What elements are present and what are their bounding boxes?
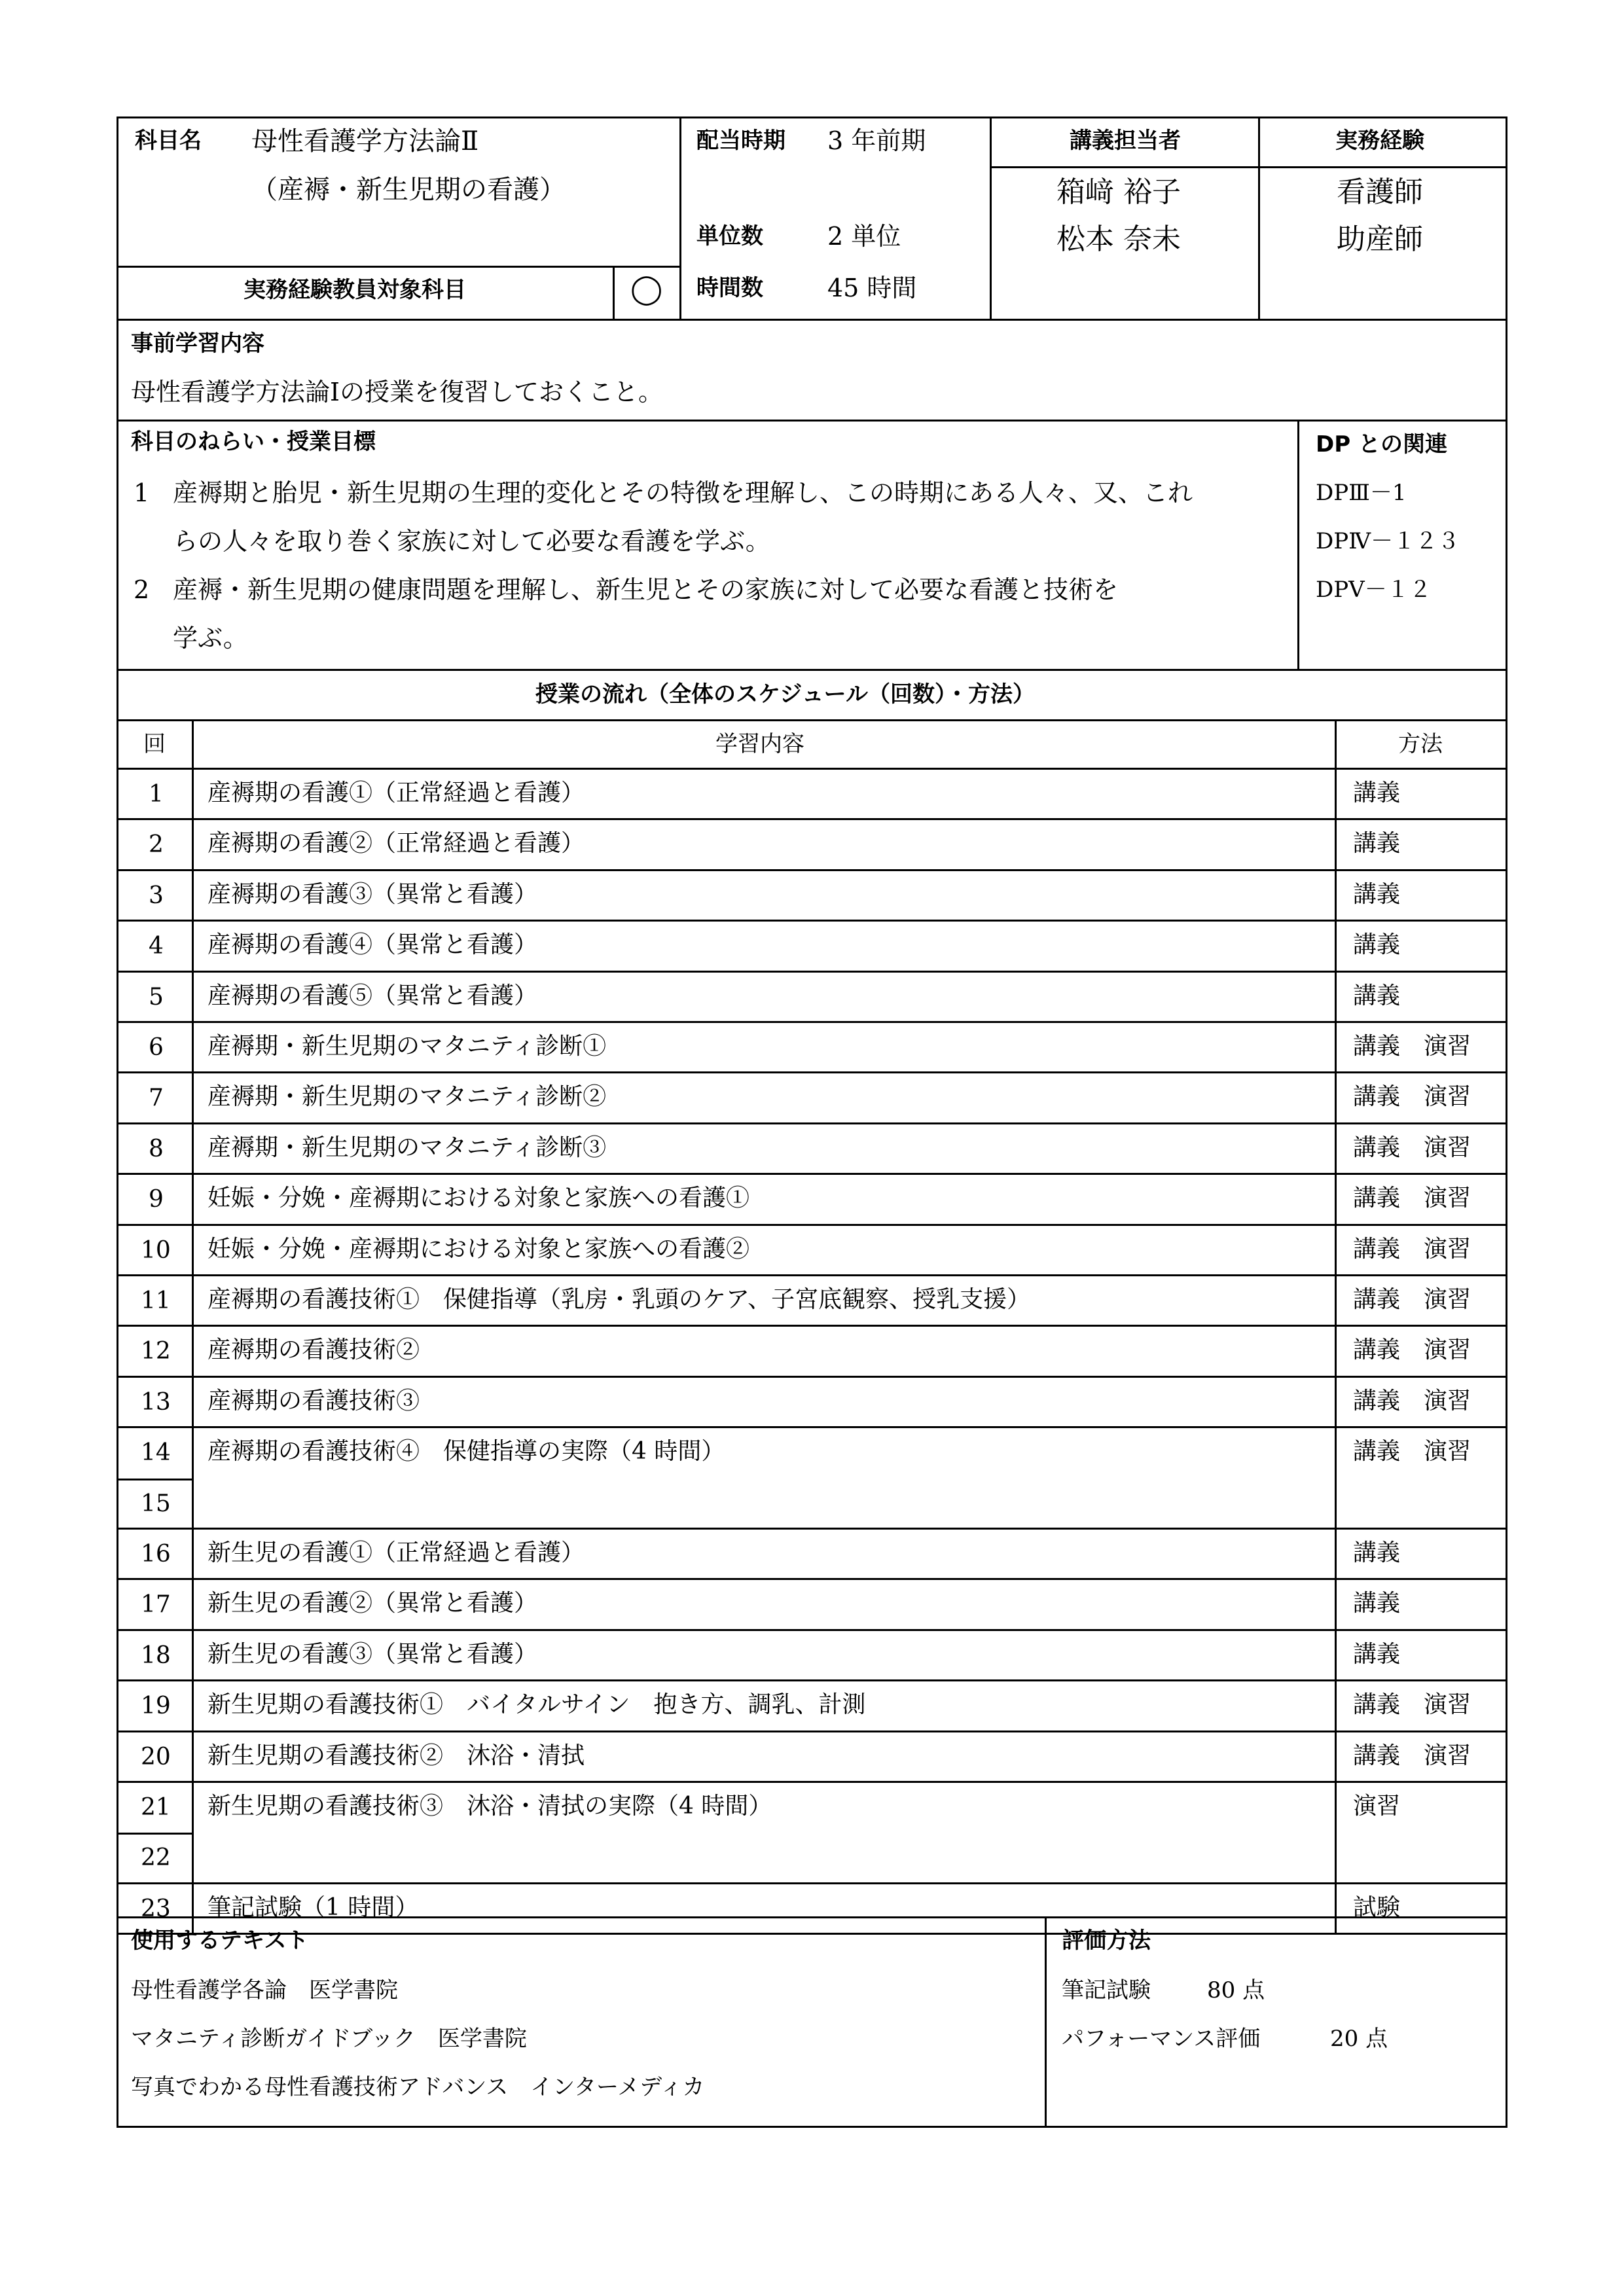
row-content: 新生児の看護②（異常と看護） — [208, 1590, 538, 1617]
texts-label: 使用するテキスト — [131, 1928, 309, 1954]
evaluation-label: 評価方法 — [1062, 1928, 1151, 1954]
row-number: 23 — [141, 1895, 171, 1922]
row-method: 講義 演習 — [1353, 1438, 1471, 1465]
table-row — [117, 1325, 1507, 1377]
period-label: 配当時期 — [696, 128, 785, 154]
row-number: 5 — [149, 983, 164, 1011]
column-header-content: 学習内容 — [715, 731, 804, 757]
table-row — [117, 1629, 1507, 1681]
row-method: 講義 — [1353, 982, 1401, 1009]
row-number: 2 — [149, 831, 164, 859]
row-method: 講義 — [1353, 931, 1401, 959]
row-number: 6 — [149, 1034, 164, 1061]
row-content: 新生児の看護③（異常と看護） — [208, 1640, 538, 1668]
row-number: 19 — [141, 1693, 171, 1720]
experience-label: 実務経験 — [1335, 128, 1424, 154]
table-row — [117, 1071, 1507, 1124]
table-row — [117, 818, 1507, 870]
row-number: 8 — [149, 1135, 164, 1162]
schedule-title: 授業の流れ（全体のスケジュール（回数）・方法） — [535, 681, 1035, 708]
dp-item: DPⅣ－１２３ — [1316, 528, 1460, 554]
table-row — [117, 1578, 1507, 1630]
row-number: 11 — [141, 1287, 171, 1314]
row-method: 講義 — [1353, 1539, 1401, 1566]
row-content: 筆記試験（1 時間） — [208, 1893, 419, 1921]
row-content: 産褥期の看護技術④ 保健指導の実際（4 時間） — [208, 1438, 725, 1465]
table-row — [117, 971, 1507, 1023]
row-number: 22 — [141, 1844, 171, 1872]
row-number: 12 — [141, 1338, 171, 1365]
practical-teacher-label: 実務経験教員対象科目 — [244, 277, 466, 303]
table-row — [117, 920, 1507, 972]
goal-text: 学ぶ。 — [173, 624, 248, 653]
row-content: 新生児期の看護技術③ 沐浴・清拭の実際（4 時間） — [208, 1793, 772, 1820]
table-row — [117, 1021, 1507, 1073]
row-number: 14 — [141, 1439, 171, 1467]
row-number: 7 — [149, 1085, 164, 1112]
period-value: 3 年前期 — [827, 126, 926, 155]
row-method: 講義 演習 — [1353, 1691, 1471, 1719]
row-number: 16 — [141, 1541, 171, 1568]
column-header-method: 方法 — [1398, 731, 1443, 757]
row-method: 講義 演習 — [1353, 1134, 1471, 1161]
column-header-number: 回 — [143, 731, 166, 757]
goals-label: 科目のねらい・授業目標 — [131, 429, 376, 455]
row-content: 新生児期の看護技術① バイタルサイン 抱き方、調乳、計測 — [208, 1691, 866, 1719]
table-row — [117, 1679, 1507, 1732]
textbook-item: マタニティ診断ガイドブック 医学書院 — [131, 2026, 527, 2052]
dp-label: DP との関連 — [1316, 431, 1447, 457]
row-method: 講義 — [1353, 830, 1401, 857]
table-row — [117, 768, 1507, 820]
prestudy-label: 事前学習内容 — [131, 331, 264, 357]
row-number: 3 — [149, 882, 164, 909]
schedule-header-row — [117, 719, 1507, 770]
row-content: 産褥期の看護④（異常と看護） — [208, 931, 538, 959]
row-number: 4 — [149, 933, 164, 960]
row-content: 産褥期の看護技術③ — [208, 1387, 420, 1414]
row-number: 20 — [141, 1743, 171, 1770]
subject-name-line2: （産褥・新生児期の看護） — [251, 175, 566, 205]
goal-text: 産褥期と胎児・新生児期の生理的変化とその特徴を理解し、この時期にある人々、又、これ — [173, 478, 1193, 507]
row-method: 講義 演習 — [1353, 1286, 1471, 1313]
goal-text: 産褥・新生児期の健康問題を理解し、新生児とその家族に対して必要な看護と技術を — [173, 575, 1119, 604]
practical-teacher-mark: ◯ — [630, 272, 663, 306]
row-number: 1 — [149, 781, 164, 808]
table-row — [117, 1781, 1507, 1884]
subject-label: 科目名 — [135, 128, 202, 154]
row-method: 講義 演習 — [1353, 1235, 1471, 1263]
evaluation-score: 80 点 — [1207, 1977, 1265, 2003]
hours-label: 時間数 — [696, 275, 763, 301]
table-row — [117, 1173, 1507, 1225]
row-content: 産褥期の看護②（正常経過と看護） — [208, 830, 585, 857]
evaluation-score: 20 点 — [1330, 2026, 1388, 2052]
table-row — [117, 1122, 1507, 1175]
row-method: 講義 演習 — [1353, 1083, 1471, 1111]
row-method: 講義 演習 — [1353, 1033, 1471, 1060]
prestudy-text: 母性看護学方法論Ⅰの授業を復習しておくこと。 — [131, 378, 664, 406]
hours-value: 45 時間 — [827, 274, 917, 302]
lecturer-name: 松本 奈未 — [1056, 223, 1181, 256]
dp-item: DPⅢ－1 — [1316, 480, 1407, 506]
row-content: 産褥期の看護③（異常と看護） — [208, 880, 538, 908]
lecturer-label: 講義担当者 — [1070, 128, 1181, 154]
table-row — [117, 1224, 1507, 1276]
row-method: 講義 — [1353, 1590, 1401, 1617]
row-number: 9 — [149, 1186, 164, 1213]
goal-number: 2 — [134, 575, 150, 604]
row-content: 産褥期の看護技術② — [208, 1336, 420, 1364]
row-method: 講義 演習 — [1353, 1336, 1471, 1364]
experience-value: 看護師 — [1337, 175, 1423, 209]
row-number: 21 — [141, 1794, 171, 1821]
row-content: 産褥期・新生児期のマタニティ診断① — [208, 1033, 607, 1060]
units-label: 単位数 — [696, 223, 763, 249]
row-number: 10 — [141, 1236, 171, 1264]
row-content: 妊娠・分娩・産褥期における対象と家族への看護② — [208, 1235, 750, 1263]
row-method: 講義 演習 — [1353, 1185, 1471, 1212]
table-row — [117, 1274, 1507, 1327]
goal-number: 1 — [134, 478, 150, 507]
row-content: 産褥期の看護技術① 保健指導（乳房・乳頭のケア、子宮底観察、授乳支援） — [208, 1286, 1031, 1313]
row-number: 13 — [141, 1388, 171, 1416]
textbook-item: 写真でわかる母性看護技術アドバンス インターメディカ — [131, 2074, 705, 2100]
experience-value: 助産師 — [1337, 223, 1423, 256]
table-row — [117, 1426, 1507, 1530]
row-content: 産褥期の看護⑤（異常と看護） — [208, 982, 538, 1009]
row-content: 産褥期・新生児期のマタニティ診断② — [208, 1083, 607, 1111]
row-content: 産褥期・新生児期のマタニティ診断③ — [208, 1134, 607, 1161]
evaluation-name: パフォーマンス評価 — [1062, 2026, 1261, 2052]
row-content: 妊娠・分娩・産褥期における対象と家族への看護① — [208, 1185, 750, 1212]
row-number: 18 — [141, 1641, 171, 1669]
table-row — [117, 1731, 1507, 1783]
row-content: 新生児の看護①（正常経過と看護） — [208, 1539, 585, 1566]
row-method: 演習 — [1353, 1793, 1401, 1820]
row-method: 講義 演習 — [1353, 1742, 1471, 1769]
textbook-item: 母性看護学各論 医学書院 — [131, 1977, 398, 2003]
subject-name-line1: 母性看護学方法論Ⅱ — [251, 126, 479, 156]
row-number: 15 — [141, 1490, 171, 1517]
table-row — [117, 869, 1507, 922]
dp-item: DPⅤ－１２ — [1316, 577, 1432, 603]
row-method: 講義 — [1353, 780, 1401, 806]
row-method: 試験 — [1353, 1893, 1401, 1921]
row-method: 講義 — [1353, 1640, 1401, 1668]
row-method: 講義 演習 — [1353, 1387, 1471, 1414]
units-value: 2 単位 — [827, 222, 901, 251]
row-content: 産褥期の看護①（正常経過と看護） — [208, 780, 585, 806]
row-number: 17 — [141, 1591, 171, 1619]
table-row — [117, 1376, 1507, 1428]
row-content: 新生児期の看護技術② 沐浴・清拭 — [208, 1742, 585, 1769]
evaluation-name: 筆記試験 — [1062, 1977, 1151, 2003]
goal-text: らの人々を取り巻く家族に対して必要な看護を学ぶ。 — [173, 527, 770, 556]
row-method: 講義 — [1353, 880, 1401, 908]
lecturer-name: 箱﨑 裕子 — [1056, 175, 1181, 209]
table-row — [117, 1528, 1507, 1580]
